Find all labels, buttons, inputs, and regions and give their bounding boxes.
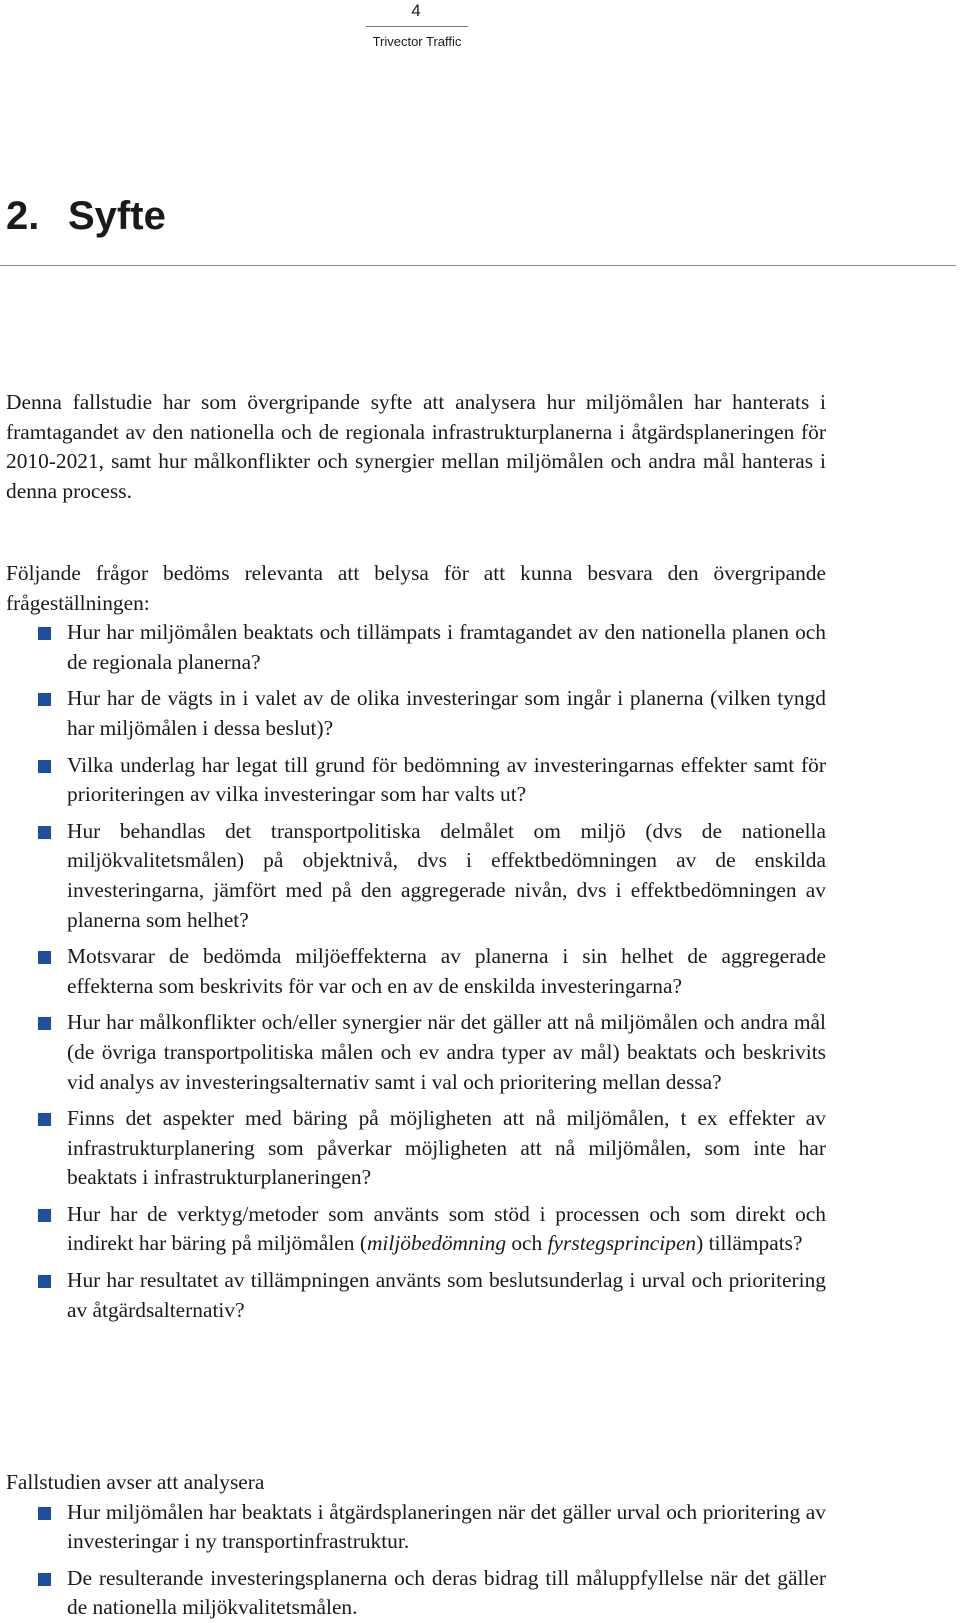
chapter-title: Syfte	[68, 194, 166, 238]
page-number: 4	[411, 1, 421, 20]
intro-paragraph: Denna fallstudie har som övergripande syfte att analysera hur miljömålen har hanterats i framtagandet av den nationella och de regionala infrastrukturplanerna i åtgärdsplaneringen för 2010-2021, samt hur målkonflikter och synergier mellan miljömålen och andra mål hanteras i denna process.	[6, 390, 826, 503]
bullet-square-icon	[38, 760, 51, 773]
list-item: Hur har de vägts in i valet av de olika investeringar som ingår i planerna (vilken tyngd har miljömålen i dessa beslut)?	[6, 684, 826, 743]
analysis-list	[6, 1498, 826, 1623]
bullet-square-icon	[38, 826, 51, 839]
chapter-number: 2.	[6, 194, 40, 238]
bullet-square-icon	[38, 1507, 51, 1520]
chapter-heading	[6, 190, 166, 242]
questions-section	[6, 559, 826, 1325]
bullet-square-icon	[38, 1113, 51, 1126]
analysis-intro: Fallstudien avser att analysera	[6, 1470, 265, 1494]
list-item: Finns det aspekter med bäring på möjligheten att nå miljömålen, t ex effekter av infrastrukturplanering som påverkar möjligheten att nå miljömålen, som inte har beaktats i infrastrukturplaneringen?	[6, 1104, 826, 1193]
intro-section	[6, 388, 826, 506]
list-item: Hur miljömålen har beaktats i åtgärdsplaneringen när det gäller urval och prioritering av investeringar i ny transportinfrastruktur.	[6, 1498, 826, 1557]
running-title: Trivector Traffic	[372, 34, 462, 49]
list-item: Hur har miljömålen beaktats och tillämpats i framtagandet av den nationella planen och de regionala planerna?	[6, 618, 826, 677]
header-rule	[366, 26, 468, 27]
list-item: Motsvarar de bedömda miljöeffekterna av planerna i sin helhet de aggregerade effekterna som beskrivits för var och en av de enskilda investeringarna?	[6, 942, 826, 1001]
list-item: Hur har resultatet av tillämpningen använts som beslutsunderlag i urval och prioritering av åtgärdsalternativ?	[6, 1266, 826, 1325]
bullet-square-icon	[38, 1209, 51, 1222]
analysis-section	[6, 1468, 826, 1623]
list-item: Vilka underlag har legat till grund för bedömning av investeringarnas effekter samt för prioriteringen av vilka investeringar som har valts ut?	[6, 751, 826, 810]
chapter-rule	[0, 265, 956, 266]
bullet-square-icon	[38, 951, 51, 964]
bullet-square-icon	[38, 1017, 51, 1030]
bullet-square-icon	[38, 1573, 51, 1586]
list-item: De resulterande investeringsplanerna och deras bidrag till måluppfyllelse när det gäller de nationella miljökvalitetsmålen.	[6, 1564, 826, 1623]
list-item: Hur har de verktyg/metoder som använts som stöd i processen och som direkt och indirekt har bäring på miljömålen (miljöbedömning och fyrstegsprincipen) tillämpats?	[6, 1200, 826, 1259]
bullet-square-icon	[38, 627, 51, 640]
bullet-square-icon	[38, 693, 51, 706]
bullet-square-icon	[38, 1275, 51, 1288]
questions-intro: Följande frågor bedöms relevanta att belysa för att kunna besvara den övergripande frågeställningen:	[6, 561, 826, 615]
list-item: Hur har målkonflikter och/eller synergier när det gäller att nå miljömålen och andra mål (de övriga transportpolitiska målen och ev andra typer av mål) beaktats och beskrivits vid analys av investeringsalternativ samt i val och prioritering mellan dessa?	[6, 1008, 826, 1097]
questions-list	[6, 618, 826, 1325]
list-item: Hur behandlas det transportpolitiska delmålet om miljö (dvs de nationella miljökvalitetsmålen) på objektnivå, dvs i effektbedömningen av de enskilda investeringarna, jämfört med på den aggregerade nivån, dvs i effektbedömningen av planerna som helhet?	[6, 817, 826, 935]
